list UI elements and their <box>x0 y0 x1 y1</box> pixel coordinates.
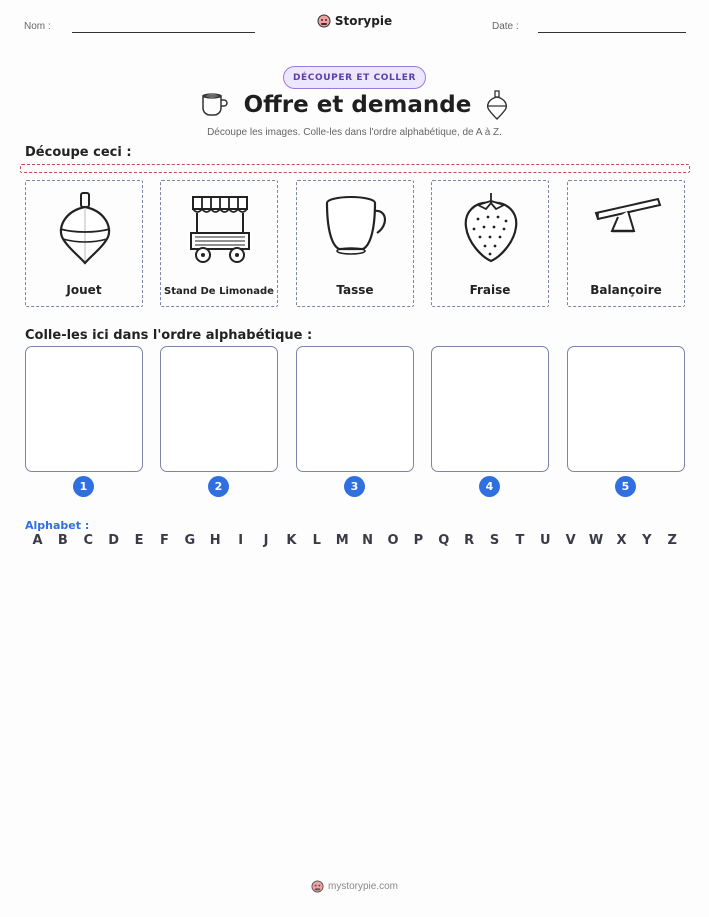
storypie-logo-icon <box>317 14 331 28</box>
alphabet-letter: V <box>565 533 576 548</box>
alphabet-letter: T <box>515 533 525 548</box>
paste-section-label: Colle-les ici dans l'ordre alphabétique : <box>25 328 313 343</box>
footer <box>0 880 709 893</box>
storypie-logo-icon <box>311 880 324 893</box>
alphabet-letter: D <box>108 533 120 548</box>
cut-card-label: Balançoire <box>590 283 662 297</box>
alphabet-letter: P <box>413 533 424 548</box>
alphabet-letter: L <box>312 533 321 548</box>
name-label: Nom : <box>24 21 51 32</box>
alphabet-letter: H <box>209 533 221 548</box>
cut-card-fraise[interactable] <box>431 180 549 307</box>
brand-name: Storypie <box>334 14 393 28</box>
alphabet-letter: G <box>184 533 196 548</box>
cut-card-balancoire[interactable] <box>567 180 685 307</box>
alphabet-letter: W <box>588 533 604 548</box>
alphabet-letter: J <box>263 533 269 548</box>
alphabet-letter: Q <box>438 533 450 548</box>
alphabet-letter: R <box>464 533 475 548</box>
alphabet-letter: U <box>540 533 551 548</box>
number-badge: 5 <box>615 476 636 497</box>
paste-box-5[interactable] <box>567 346 685 472</box>
alphabet-letter: F <box>160 533 169 548</box>
number-badge: 2 <box>208 476 229 497</box>
alphabet-letter: B <box>57 533 68 548</box>
paste-box-3[interactable] <box>296 346 414 472</box>
alphabet-letter: N <box>362 533 374 548</box>
lemonade-stand-icon <box>185 187 255 267</box>
instructions: Découpe les images. Colle-les dans l'ordre alphabétique, de A à Z. <box>207 127 502 138</box>
cut-card-label: Jouet <box>66 283 102 297</box>
cut-card-label: Stand De Limonade <box>164 286 274 297</box>
cut-section-label: Découpe ceci : <box>25 145 132 160</box>
strawberry-icon <box>456 187 526 267</box>
cut-card-label: Tasse <box>336 283 374 297</box>
cut-card-label: Fraise <box>469 283 511 297</box>
alphabet-letter: O <box>387 533 399 548</box>
cut-line-strip <box>20 164 690 173</box>
alphabet-letter: M <box>335 533 349 548</box>
spinning-top-icon <box>50 187 120 267</box>
page-title: Offre et demande <box>243 92 472 118</box>
alphabet-letter: Y <box>642 533 652 548</box>
alphabet-letter: K <box>286 533 297 548</box>
alphabet-label: Alphabet : <box>25 519 90 532</box>
alphabet-letter: I <box>238 533 244 548</box>
name-line <box>72 32 255 33</box>
alphabet-letter: C <box>83 533 94 548</box>
cup-icon <box>321 187 391 267</box>
title-row <box>0 90 709 120</box>
alphabet-row <box>25 533 685 548</box>
seesaw-icon <box>592 187 662 267</box>
paste-box-4[interactable] <box>431 346 549 472</box>
number-badge: 3 <box>344 476 365 497</box>
footer-url: mystorypie.com <box>327 881 398 892</box>
activity-badge: DÉCOUPER ET COLLER <box>283 66 426 89</box>
alphabet-letter: S <box>489 533 500 548</box>
number-badge: 4 <box>479 476 500 497</box>
alphabet-letter: Z <box>667 533 677 548</box>
date-label: Date : <box>492 21 519 32</box>
cut-card-stand[interactable] <box>160 180 278 307</box>
date-line <box>538 32 686 33</box>
cut-card-jouet[interactable] <box>25 180 143 307</box>
alphabet-letter: X <box>616 533 627 548</box>
paste-box-2[interactable] <box>160 346 278 472</box>
cut-card-tasse[interactable] <box>296 180 414 307</box>
alphabet-letter: E <box>134 533 144 548</box>
cup-icon <box>200 91 230 119</box>
number-badge: 1 <box>73 476 94 497</box>
paste-box-1[interactable] <box>25 346 143 472</box>
spinning-top-icon <box>485 90 509 120</box>
alphabet-letter: A <box>32 533 43 548</box>
brand <box>0 14 709 28</box>
